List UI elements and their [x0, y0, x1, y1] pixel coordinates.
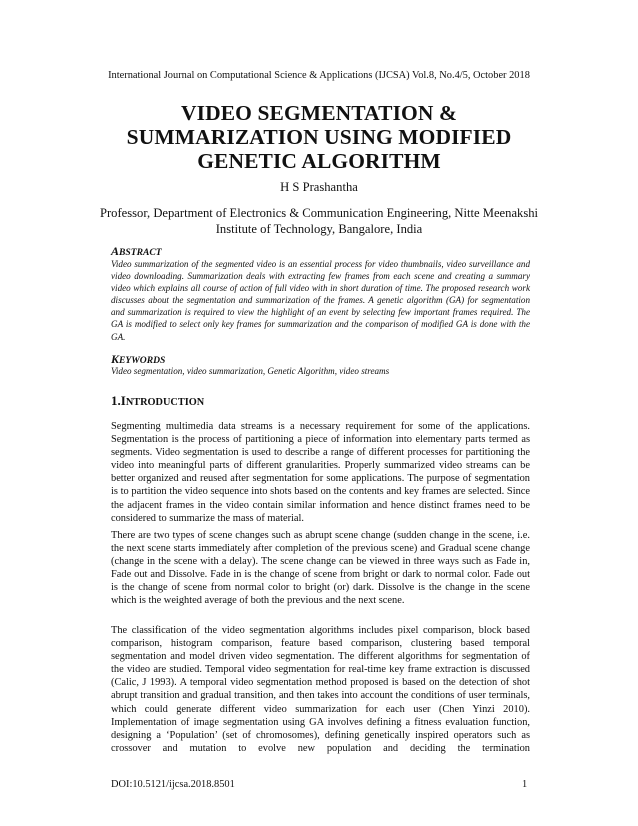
abstract-heading-initial: A: [111, 244, 120, 258]
author-affiliation: [80, 205, 558, 237]
keywords-heading-initial: K: [111, 352, 120, 366]
abstract-heading-rest: BSTRACT: [119, 247, 162, 258]
keywords-heading-rest: EYWORDS: [119, 355, 166, 366]
author-name: H S Prashantha: [280, 180, 358, 194]
intro-paragraph-1: Segmenting multimedia data streams is a necessary requirement for some of the applications. Segmentation is the process of partitioning a piece of information into elementary parts termed as segments. Video segmentation is used to describe a range of different processes for partitioning the video into meaningful parts of different granularities. Properly summarized video streams can be better organized and reused after segmentation for some applications. The purpose of segmentation is to partition the video sequence into shots based on the contents and key frames are selected. Since the adjacent frames in the video contain similar information and hence distinct frames need to be considered to summarize the mass of material.: [111, 421, 530, 524]
page-number: 1: [522, 779, 528, 790]
footer-doi: DOI:10.5121/ijcsa.2018.8501: [111, 779, 235, 790]
abstract-text: Video summarization of the segmented video is an essential process for video thumbnails, video surveillance and video downloading. Summarization deals with extracting few frames from each scene and creating a summary video which explains all course of action of full video with in short duration of time. The proposed research work discusses about the segmentation and summarization of the frames. A genetic algorithm (GA) for segmentation and summarization is required to view the highlight of an event by selecting few important frames required. The GA is modified to select only key frames for summarization and the comparison of modified GA is done with the GA.: [111, 259, 530, 342]
affiliation-line-2: Institute of Technology, Bangalore, India: [215, 222, 423, 236]
introduction-heading-prefix: 1.I: [111, 393, 126, 408]
intro-paragraph-2: There are two types of scene changes such as abrupt scene change (sudden change in the scene, i.e. the next scene starts immediately after completion of the previous scene) and Gradual scene change (change in the scene with a delay). The scene change can be viewed in three ways such as Fade in, Fade out and Dissolve. Fade in is the change of scene from bright or dark to normal color. Fade out is the change of scene from normal color to bright (or) dark. Dissolve is the change in the scene which is the weighted average of both the previous and the next scene.: [111, 530, 530, 607]
journal-header: International Journal on Computational Science & Applications (IJCSA) Vol.8, No.4/5, October 2018: [108, 70, 530, 81]
title-line-1: VIDEO SEGMENTATION &: [181, 101, 457, 125]
keywords-text: Video segmentation, video summarization, Genetic Algorithm, video streams: [111, 366, 390, 376]
paper-title: [60, 101, 578, 173]
introduction-heading: [111, 393, 204, 410]
intro-paragraph-3: The classification of the video segmentation algorithms includes pixel comparison, block based comparison, histogram comparison, feature based comparison, clustering based temporal segmentation and model driven video segmentation. The different algorithms for segmentation of the video are studied. Temporal video segmentation for real-time key frame extraction is discussed (Calic, J 1993). A temporal video segmentation method proposed is based on the detection of shot abrupt transition and gradual transition, and then takes into account the conditions of user terminals, which could generate different video summarization for each user (Chen Yinzi 2010). Implementation of image segmentation using GA involves defining a fitness evaluation function, designing a ‘Population’ (set of chromosomes), defining genetically inspired operators such as crossover and mutation to evolve new population and deciding the termination: [111, 625, 530, 754]
title-line-2: SUMMARIZATION USING MODIFIED: [126, 125, 512, 149]
affiliation-line-1: Professor, Department of Electronics & Communication Engineering, Nitte Meenakshi: [99, 206, 539, 220]
title-line-3: GENETIC ALGORITHM: [197, 149, 441, 173]
introduction-heading-rest: NTRODUCTION: [125, 397, 205, 408]
